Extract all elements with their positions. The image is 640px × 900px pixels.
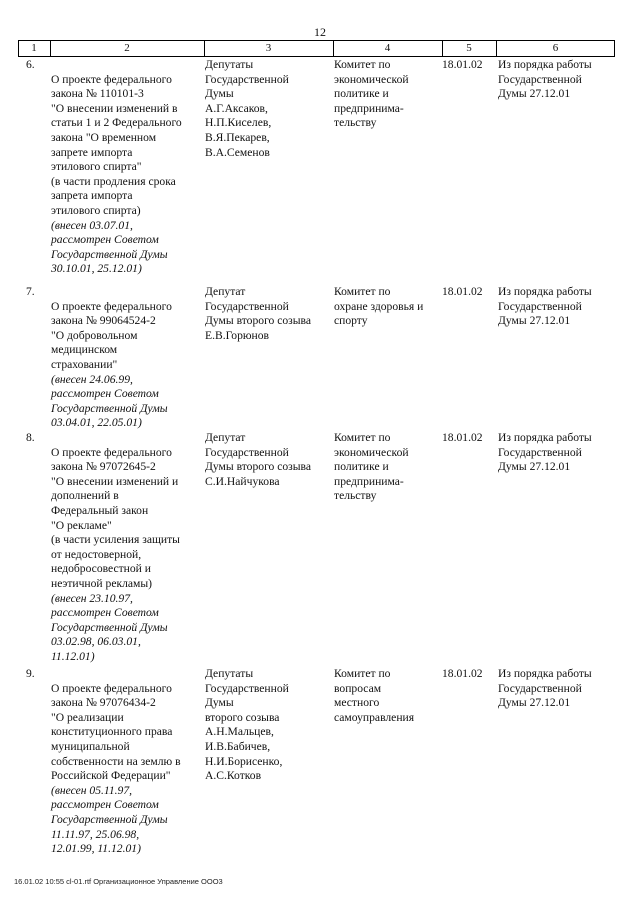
bill-note: Из порядка работы Государственной Думы 27.12.01 [498, 667, 592, 710]
bill-committee: Комитет по экономической политике и предпринима- тельству [334, 431, 409, 503]
bill-committee: Комитет по вопросам местного самоуправления [334, 667, 415, 724]
bill-committee: Комитет по охране здоровья и спорту [334, 285, 424, 328]
bill-authors: Депутаты Государственной Думы второго созыва А.Н.Мальцев, И.В.Бабичев, Н.И.Борисенко, А.С.Котков [205, 667, 289, 783]
page-footer: 16.01.02 10:55 cl-01.rtf Организационное Управление ООО3 [14, 877, 223, 886]
bill-note: Из порядка работы Государственной Думы 27.12.01 [498, 285, 592, 328]
bill-note: Из порядка работы Государственной Думы 27.12.01 [498, 431, 592, 474]
table-header [18, 40, 615, 57]
column-header-5: 5 [466, 42, 472, 54]
page-number: 12 [314, 25, 326, 39]
bill-title [51, 431, 201, 679]
bill-title [51, 285, 201, 446]
column-header-3: 3 [265, 42, 272, 54]
column-header-6: 6 [552, 42, 559, 54]
bill-title [51, 58, 201, 292]
bill-authors: Депутат Государственной Думы второго созыва С.И.Найчукова [205, 431, 312, 488]
bill-title-text: О проекте федерального закона № 110101-3 "О внесении изменений в статьи 1 и 2 Федерального закона "О временном запрете импорта этилового спирта" (в части продления срока запрета импорта этилового спирта) [51, 72, 182, 217]
bill-committee: Комитет по экономической политике и предпринима- тельству [334, 58, 409, 130]
bill-details: (внесен 03.07.01, рассмотрен Советом Государственной Думы 30.10.01, 25.12.01) [51, 218, 168, 276]
column-header-4: 4 [384, 42, 391, 54]
row-number: 7. [26, 285, 35, 298]
bill-date: 18.01.02 [442, 285, 483, 298]
bill-title-text: О проекте федерального закона № 97076434-2 "О реализации конституционного права муниципальной собственности на землю в Российской Федерации" [51, 681, 181, 783]
bill-title-text: О проекте федерального закона № 97072645-2 "О внесении изменений и дополнений в Федеральный закон "О рекламе" (в части усиления защиты от недостоверной, недобросовестной и неэтичной рекламы) [51, 445, 180, 590]
bill-authors: Депутаты Государственной Думы А.Г.Аксаков, Н.П.Киселев, В.Я.Пекарев, В.А.Семенов [205, 58, 289, 159]
bill-date: 18.01.02 [442, 667, 483, 680]
bill-details: (внесен 05.11.97, рассмотрен Советом Государственной Думы 11.11.97, 25.06.98, 12.01.99, 11.12.01) [51, 783, 168, 856]
bill-details: (внесен 23.10.97, рассмотрен Советом Государственной Думы 03.02.98, 06.03.01, 11.12.01) [51, 591, 168, 663]
row-number: 6. [26, 58, 35, 71]
column-header-2: 2 [124, 42, 130, 54]
column-header-1: 1 [31, 42, 37, 54]
bill-title-text: О проекте федерального закона № 99064524-2 "О добровольном медицинском страховании" [51, 299, 172, 371]
row-number: 8. [26, 431, 35, 444]
bill-details: (внесен 24.06.99, рассмотрен Советом Государственной Думы 03.04.01, 22.05.01) [51, 372, 168, 430]
bill-authors: Депутат Государственной Думы второго созыва Е.В.Горюнов [205, 285, 312, 342]
bill-date: 18.01.02 [442, 431, 483, 444]
bill-title [51, 667, 201, 871]
bill-date: 18.01.02 [442, 58, 483, 71]
bill-note: Из порядка работы Государственной Думы 27.12.01 [498, 58, 592, 101]
row-number: 9. [26, 667, 35, 680]
